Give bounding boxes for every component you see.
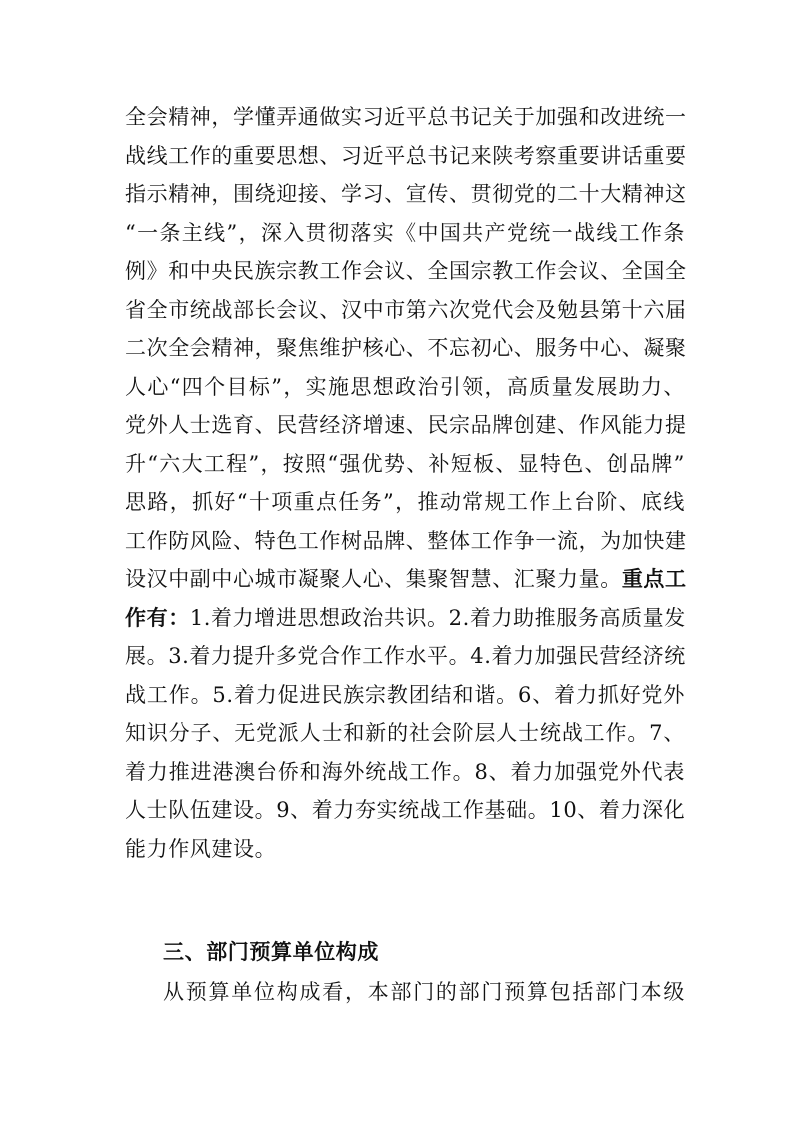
body-paragraph (125, 973, 685, 1012)
text-line: 着力推进港澳台侨和海外统战工作。8、着力加强党外代表 (125, 759, 685, 784)
text-segment: 设汉中副中心城市凝聚人心、集聚智慧、汇聚力量。 (125, 567, 622, 591)
text-line: 思路，抓好“十项重点任务”，推动常规工作上台阶、底线 (125, 490, 685, 514)
text-line: 人心“四个目标”，实施思想政治引领，高质量发展助力、 (125, 374, 685, 399)
text-line (125, 599, 685, 638)
text-line: 例》和中央民族宗教工作会议、全国宗教工作会议、全国全 (125, 259, 687, 283)
section-heading: 三、部门预算单位构成 (163, 939, 379, 964)
body-paragraph (125, 98, 685, 868)
text-line: 全会精神，学懂弄通做实习近平总书记关于加强和改进统一 (125, 105, 687, 129)
text-line: 战工作。5.着力促进民族宗教团结和谐。6、着力抓好党外 (125, 682, 685, 707)
key-work-label: 重点工 (621, 566, 687, 591)
text-line: 展。3.着力提升多党合作工作水平。4.着力加强民营经济统 (125, 644, 686, 668)
text-line (125, 560, 685, 599)
text-line: 知识分子、无党派人士和新的社会阶层人士统战工作。7、 (125, 721, 685, 745)
text-line: 从预算单位构成看，本部门的部门预算包括部门本级 (163, 980, 685, 1004)
text-line: 升“六大工程”，按照“强优势、补短板、显特色、创品牌” (125, 451, 685, 476)
text-line: 工作防风险、特色工作树品牌、整体工作争一流，为加快建 (125, 528, 687, 553)
text-line: 指示精神，围绕迎接、学习、宣传、贯彻党的二十大精神这 (125, 182, 687, 206)
text-line: 党外人士选育、民营经济增速、民宗品牌创建、作风能力提 (125, 413, 687, 437)
text-line: “一条主线”，深入贯彻落实《中国共产党统一战线工作条 (125, 220, 685, 245)
text-line: 能力作风建设。 (125, 836, 277, 861)
text-segment: 1.着力增进思想政治共识。2.着力助推服务高质量发 (189, 605, 686, 630)
text-line: 战线工作的重要思想、习近平总书记来陕考察重要讲话重要 (125, 143, 687, 168)
key-work-label: 作有： (125, 604, 190, 630)
text-line: 省全市统战部长会议、汉中市第六次党代会及勉县第十六届 (125, 297, 687, 322)
text-line: 二次全会精神，聚焦维护核心、不忘初心、服务中心、凝聚 (125, 336, 687, 360)
text-line: 人士队伍建设。9、着力夯实统战工作基础。10、着力深化 (125, 798, 686, 822)
